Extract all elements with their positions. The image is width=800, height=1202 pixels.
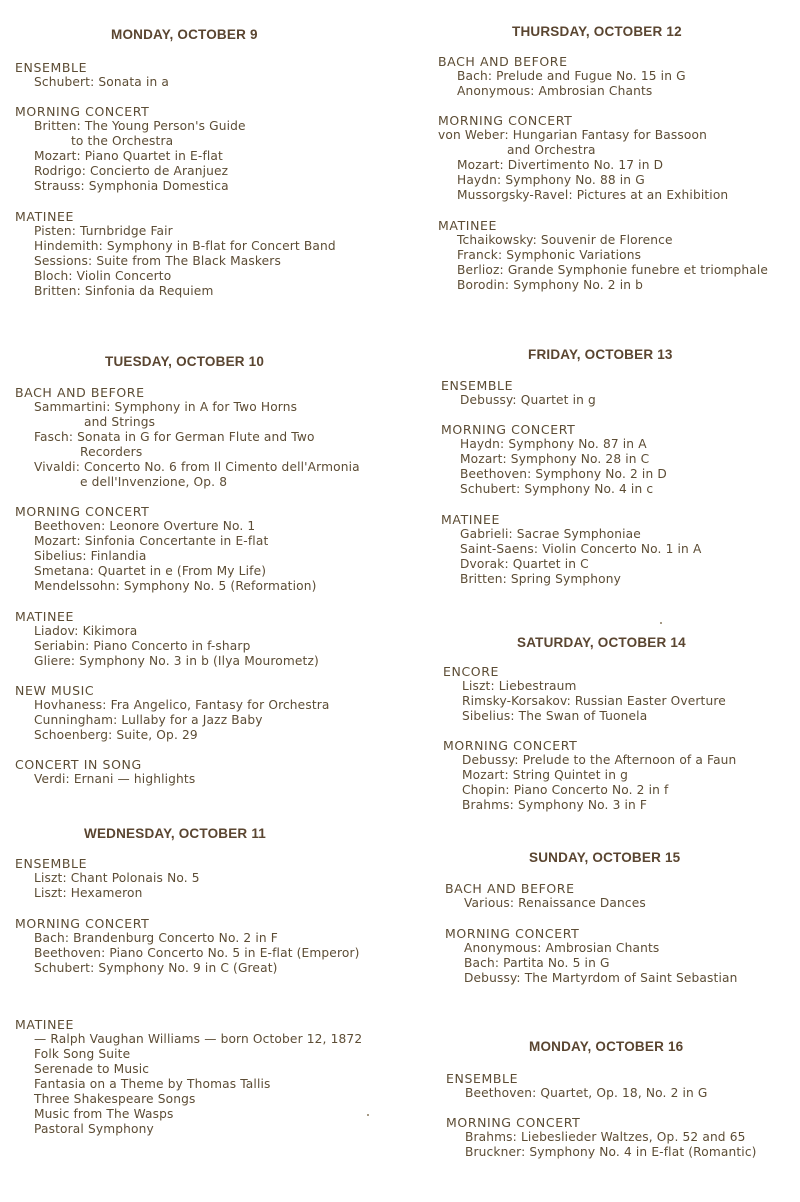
program-item: Tchaikowsky: Souvenir de Florence	[457, 233, 673, 247]
program-item: Cunningham: Lullaby for a Jazz Baby	[34, 713, 263, 727]
section-morning-concert	[15, 916, 360, 976]
program-item: Mussorgsky-Ravel: Pictures at an Exhibition	[457, 188, 729, 202]
program-item: Mozart: String Quintet in g	[462, 768, 628, 782]
program-item: Three Shakespeare Songs	[34, 1092, 196, 1106]
program-item: Strauss: Symphonia Domestica	[34, 179, 229, 193]
program-item: Mozart: Symphony No. 28 in C	[460, 452, 650, 466]
section-title: ENSEMBLE	[15, 60, 88, 75]
program-item: Anonymous: Ambrosian Chants	[464, 941, 660, 955]
section-title: MORNING CONCERT	[15, 916, 150, 931]
program-item: Sibelius: The Swan of Tuonela	[462, 709, 648, 723]
section-ensemble	[446, 1071, 708, 1101]
program-item: Hindemith: Symphony in B-flat for Concert Band	[34, 239, 336, 253]
program-item: Serenade to Music	[34, 1062, 150, 1076]
program-item: Vivaldi: Concerto No. 6 from Il Cimento dell'Armonia	[34, 460, 360, 474]
print-speck	[660, 622, 662, 624]
section-morning-concert	[15, 104, 246, 194]
section-title: ENSEMBLE	[441, 378, 514, 393]
program-item: Chopin: Piano Concerto No. 2 in f	[462, 783, 669, 797]
program-item: Bruckner: Symphony No. 4 in E-flat (Romantic)	[465, 1145, 757, 1159]
program-item: Beethoven: Symphony No. 2 in D	[460, 467, 667, 481]
day-heading-sunday-oct-15: SUNDAY, OCTOBER 15	[529, 850, 681, 865]
program-item: Liszt: Chant Polonais No. 5	[34, 871, 200, 885]
program-item: Debussy: Quartet in g	[460, 393, 596, 407]
program-item-continuation: and Orchestra	[507, 143, 596, 157]
day-heading-saturday-oct-14: SATURDAY, OCTOBER 14	[517, 635, 686, 650]
section-title: MORNING CONCERT	[438, 113, 573, 128]
program-item: Franck: Symphonic Variations	[457, 248, 642, 262]
section-title: MORNING CONCERT	[446, 1115, 581, 1130]
program-item: Britten: Spring Symphony	[460, 572, 621, 586]
program-item: Bach: Brandenburg Concerto No. 2 in F	[34, 931, 278, 945]
program-item: Britten: Sinfonia da Requiem	[34, 284, 214, 298]
section-matinee	[15, 209, 336, 299]
program-item: Brahms: Liebeslieder Waltzes, Op. 52 and 65	[465, 1130, 746, 1144]
print-speck	[367, 1114, 369, 1116]
program-item: Liszt: Liebestraum	[462, 679, 577, 693]
section-bach-and-before	[438, 54, 686, 99]
program-item: Bach: Prelude and Fugue No. 15 in G	[457, 69, 686, 83]
program-item: Brahms: Symphony No. 3 in F	[462, 798, 648, 812]
section-encore	[443, 664, 726, 724]
program-item: Mendelssohn: Symphony No. 5 (Reformation)	[34, 579, 317, 593]
day-heading-tuesday-oct-10: TUESDAY, OCTOBER 10	[105, 354, 265, 369]
program-item-continuation: to the Orchestra	[71, 134, 174, 148]
program-item: Fantasia on a Theme by Thomas Tallis	[34, 1077, 271, 1091]
section-title: ENCORE	[443, 664, 499, 679]
program-item: Hovhaness: Fra Angelico, Fantasy for Orchestra	[34, 698, 330, 712]
program-item: Schubert: Sonata in a	[34, 75, 169, 89]
program-item: Sammartini: Symphony in A for Two Horns	[34, 400, 298, 414]
program-item: Debussy: Prelude to the Afternoon of a Faun	[462, 753, 737, 767]
program-item: Beethoven: Leonore Overture No. 1	[34, 519, 256, 533]
program-item: Mozart: Sinfonia Concertante in E-flat	[34, 534, 269, 548]
program-item: Gabrieli: Sacrae Symphoniae	[460, 527, 641, 541]
section-title: MORNING CONCERT	[15, 104, 150, 119]
day-heading-monday-oct-9: MONDAY, OCTOBER 9	[111, 27, 258, 42]
section-morning-concert	[446, 1115, 757, 1160]
section-morning-concert	[445, 926, 738, 986]
section-title: MATINEE	[15, 609, 75, 624]
program-item: Bloch: Violin Concerto	[34, 269, 172, 283]
program-item: Folk Song Suite	[34, 1047, 131, 1061]
program-item: Liadov: Kikimora	[34, 624, 138, 638]
section-title: BACH AND BEFORE	[445, 881, 575, 896]
program-item: Fasch: Sonata in G for German Flute and Two	[34, 430, 315, 444]
program-item: Bach: Partita No. 5 in G	[464, 956, 610, 970]
section-title: ENSEMBLE	[446, 1071, 519, 1086]
program-item: Liszt: Hexameron	[34, 886, 143, 900]
section-title: MORNING CONCERT	[441, 422, 576, 437]
program-item: Seriabin: Piano Concerto in f-sharp	[34, 639, 251, 653]
program-item-continuation: and Strings	[84, 415, 156, 429]
program-item: Anonymous: Ambrosian Chants	[457, 84, 653, 98]
section-morning-concert	[15, 504, 317, 594]
program-item: Saint-Saens: Violin Concerto No. 1 in A	[460, 542, 702, 556]
program-item: Dvorak: Quartet in C	[460, 557, 589, 571]
section-matinee	[15, 609, 319, 669]
program-item: Haydn: Symphony No. 87 in A	[460, 437, 647, 451]
section-title: CONCERT IN SONG	[15, 757, 142, 772]
section-title: MATINEE	[15, 209, 75, 224]
section-title: MATINEE	[438, 218, 498, 233]
section-morning-concert	[443, 738, 736, 813]
program-item: Schubert: Symphony No. 9 in C (Great)	[34, 961, 278, 975]
program-item: Mozart: Piano Quartet in E-flat	[34, 149, 223, 163]
section-title: MORNING CONCERT	[445, 926, 580, 941]
section-morning-concert	[438, 113, 728, 203]
program-item: Schubert: Symphony No. 4 in c	[460, 482, 654, 496]
day-heading-monday-oct-16: MONDAY, OCTOBER 16	[529, 1039, 684, 1054]
section-title: MATINEE	[15, 1017, 75, 1032]
program-item: Smetana: Quartet in e (From My Life)	[34, 564, 267, 578]
section-matinee	[15, 1017, 362, 1137]
program-item: Beethoven: Quartet, Op. 18, No. 2 in G	[465, 1086, 708, 1100]
section-morning-concert	[441, 422, 667, 497]
program-item: Gliere: Symphony No. 3 in b (Ilya Mourometz)	[34, 654, 319, 668]
program-item: — Ralph Vaughan Williams — born October 12, 1872	[34, 1032, 363, 1046]
section-ensemble	[15, 856, 200, 901]
section-matinee	[441, 512, 701, 587]
section-concert-in-song	[15, 757, 195, 787]
section-new-music	[15, 683, 330, 743]
program-item: Mozart: Divertimento No. 17 in D	[457, 158, 664, 172]
program-item: Haydn: Symphony No. 88 in G	[457, 173, 645, 187]
program-item: Berlioz: Grande Symphonie funebre et triomphale	[457, 263, 769, 277]
section-matinee	[438, 218, 768, 293]
section-ensemble	[15, 60, 169, 90]
program-item: Verdi: Ernani — highlights	[34, 772, 196, 786]
section-bach-and-before	[15, 385, 360, 490]
program-item: Rimsky-Korsakov: Russian Easter Overture	[462, 694, 726, 708]
program-item: Rodrigo: Concierto de Aranjuez	[34, 164, 229, 178]
program-item: Pisten: Turnbridge Fair	[34, 224, 173, 238]
section-title: NEW MUSIC	[15, 683, 95, 698]
section-title: MORNING CONCERT	[15, 504, 150, 519]
section-title: BACH AND BEFORE	[438, 54, 568, 69]
program-item: von Weber: Hungarian Fantasy for Bassoon	[438, 128, 707, 142]
day-heading-wednesday-oct-11: WEDNESDAY, OCTOBER 11	[84, 826, 267, 841]
section-title: BACH AND BEFORE	[15, 385, 145, 400]
day-heading-thursday-oct-12: THURSDAY, OCTOBER 12	[512, 24, 682, 39]
program-item: Borodin: Symphony No. 2 in b	[457, 278, 644, 292]
day-heading-friday-oct-13: FRIDAY, OCTOBER 13	[528, 347, 673, 362]
section-bach-and-before	[445, 881, 646, 911]
program-item: Debussy: The Martyrdom of Saint Sebastian	[464, 971, 738, 985]
program-item: Schoenberg: Suite, Op. 29	[34, 728, 198, 742]
program-item-continuation: e dell'Invenzione, Op. 8	[80, 475, 228, 489]
program-item: Various: Renaissance Dances	[464, 896, 646, 910]
program-item-continuation: Recorders	[80, 445, 143, 459]
program-item: Sibelius: Finlandia	[34, 549, 147, 563]
program-item: Britten: The Young Person's Guide	[34, 119, 246, 133]
section-ensemble	[441, 378, 596, 408]
program-item: Pastoral Symphony	[34, 1122, 154, 1136]
program-item: Beethoven: Piano Concerto No. 5 in E-flat (Emperor)	[34, 946, 360, 960]
program-item: Music from The Wasps	[34, 1107, 174, 1121]
section-title: ENSEMBLE	[15, 856, 88, 871]
section-title: MORNING CONCERT	[443, 738, 578, 753]
section-title: MATINEE	[441, 512, 501, 527]
program-item: Sessions: Suite from The Black Maskers	[34, 254, 281, 268]
